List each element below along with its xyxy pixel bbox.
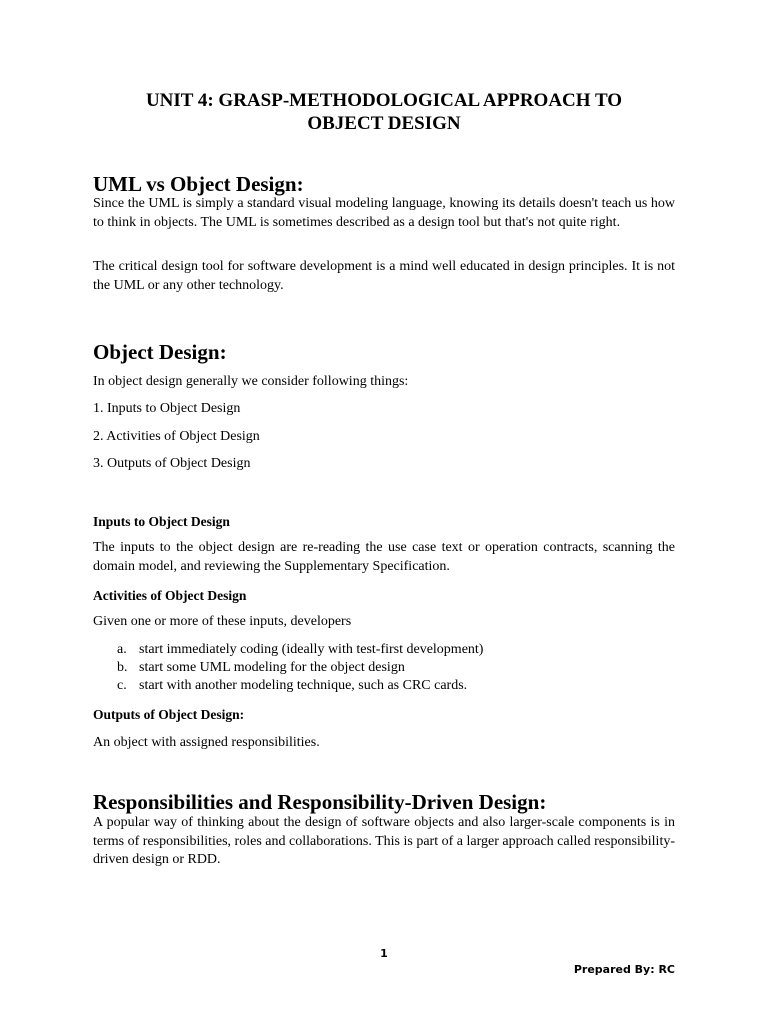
page-number: 1	[380, 947, 388, 960]
activities-list-item	[117, 677, 467, 696]
rdd-paragraph: A popular way of thinking about the design of software objects and also larger-scale components is in terms of responsibilities, roles and collaborations. This is part of a larger approach called responsibility-driven design or RDD.	[93, 815, 675, 867]
page-title	[94, 89, 674, 135]
uml-paragraph-1: Since the UML is simply a standard visual modeling language, knowing its details doesn't teach us how to think in objects. The UML is sometimes described as a design tool but that's not quite right.	[93, 196, 675, 230]
list-marker: c.	[117, 678, 127, 693]
list-item-text: start with another modeling technique, such as CRC cards.	[139, 678, 468, 693]
object-design-intro: In object design generally we consider following things:	[93, 374, 409, 389]
activities-intro: Given one or more of these inputs, developers	[93, 614, 352, 629]
uml-paragraph-2: The critical design tool for software development is a mind well educated in design principles. It is not the UML or any other technology.	[93, 259, 675, 293]
object-design-item-3: 3. Outputs of Object Design	[93, 456, 251, 471]
activities-list-item	[117, 659, 405, 678]
rdd-heading: Responsibilities and Responsibility-Driven Design:	[93, 790, 547, 814]
list-marker: a.	[117, 642, 127, 657]
activities-heading: Activities of Object Design	[93, 588, 247, 603]
object-design-heading: Object Design:	[93, 340, 227, 364]
outputs-heading: Outputs of Object Design:	[93, 707, 245, 722]
object-design-item-1: 1. Inputs to Object Design	[93, 401, 241, 416]
page-title-line-2: OBJECT DESIGN	[307, 113, 461, 134]
object-design-item-2: 2. Activities of Object Design	[93, 429, 260, 444]
activities-list-item	[117, 641, 483, 660]
list-marker: b.	[117, 660, 128, 675]
list-item-text: start immediately coding (ideally with test-first development)	[139, 642, 484, 657]
inputs-heading: Inputs to Object Design	[93, 514, 230, 529]
prepared-by-footer: Prepared By: RC	[573, 963, 675, 976]
inputs-paragraph: The inputs to the object design are re-reading the use case text or operation contracts, scanning the domain model, and reviewing the Supplementary Specification.	[93, 540, 675, 574]
uml-vs-object-design-heading: UML vs Object Design:	[93, 172, 304, 196]
list-item-text: start some UML modeling for the object design	[139, 660, 405, 675]
outputs-paragraph: An object with assigned responsibilities.	[93, 735, 320, 750]
page-title-line-1: UNIT 4: GRASP-METHODOLOGICAL APPROACH TO	[145, 90, 623, 111]
